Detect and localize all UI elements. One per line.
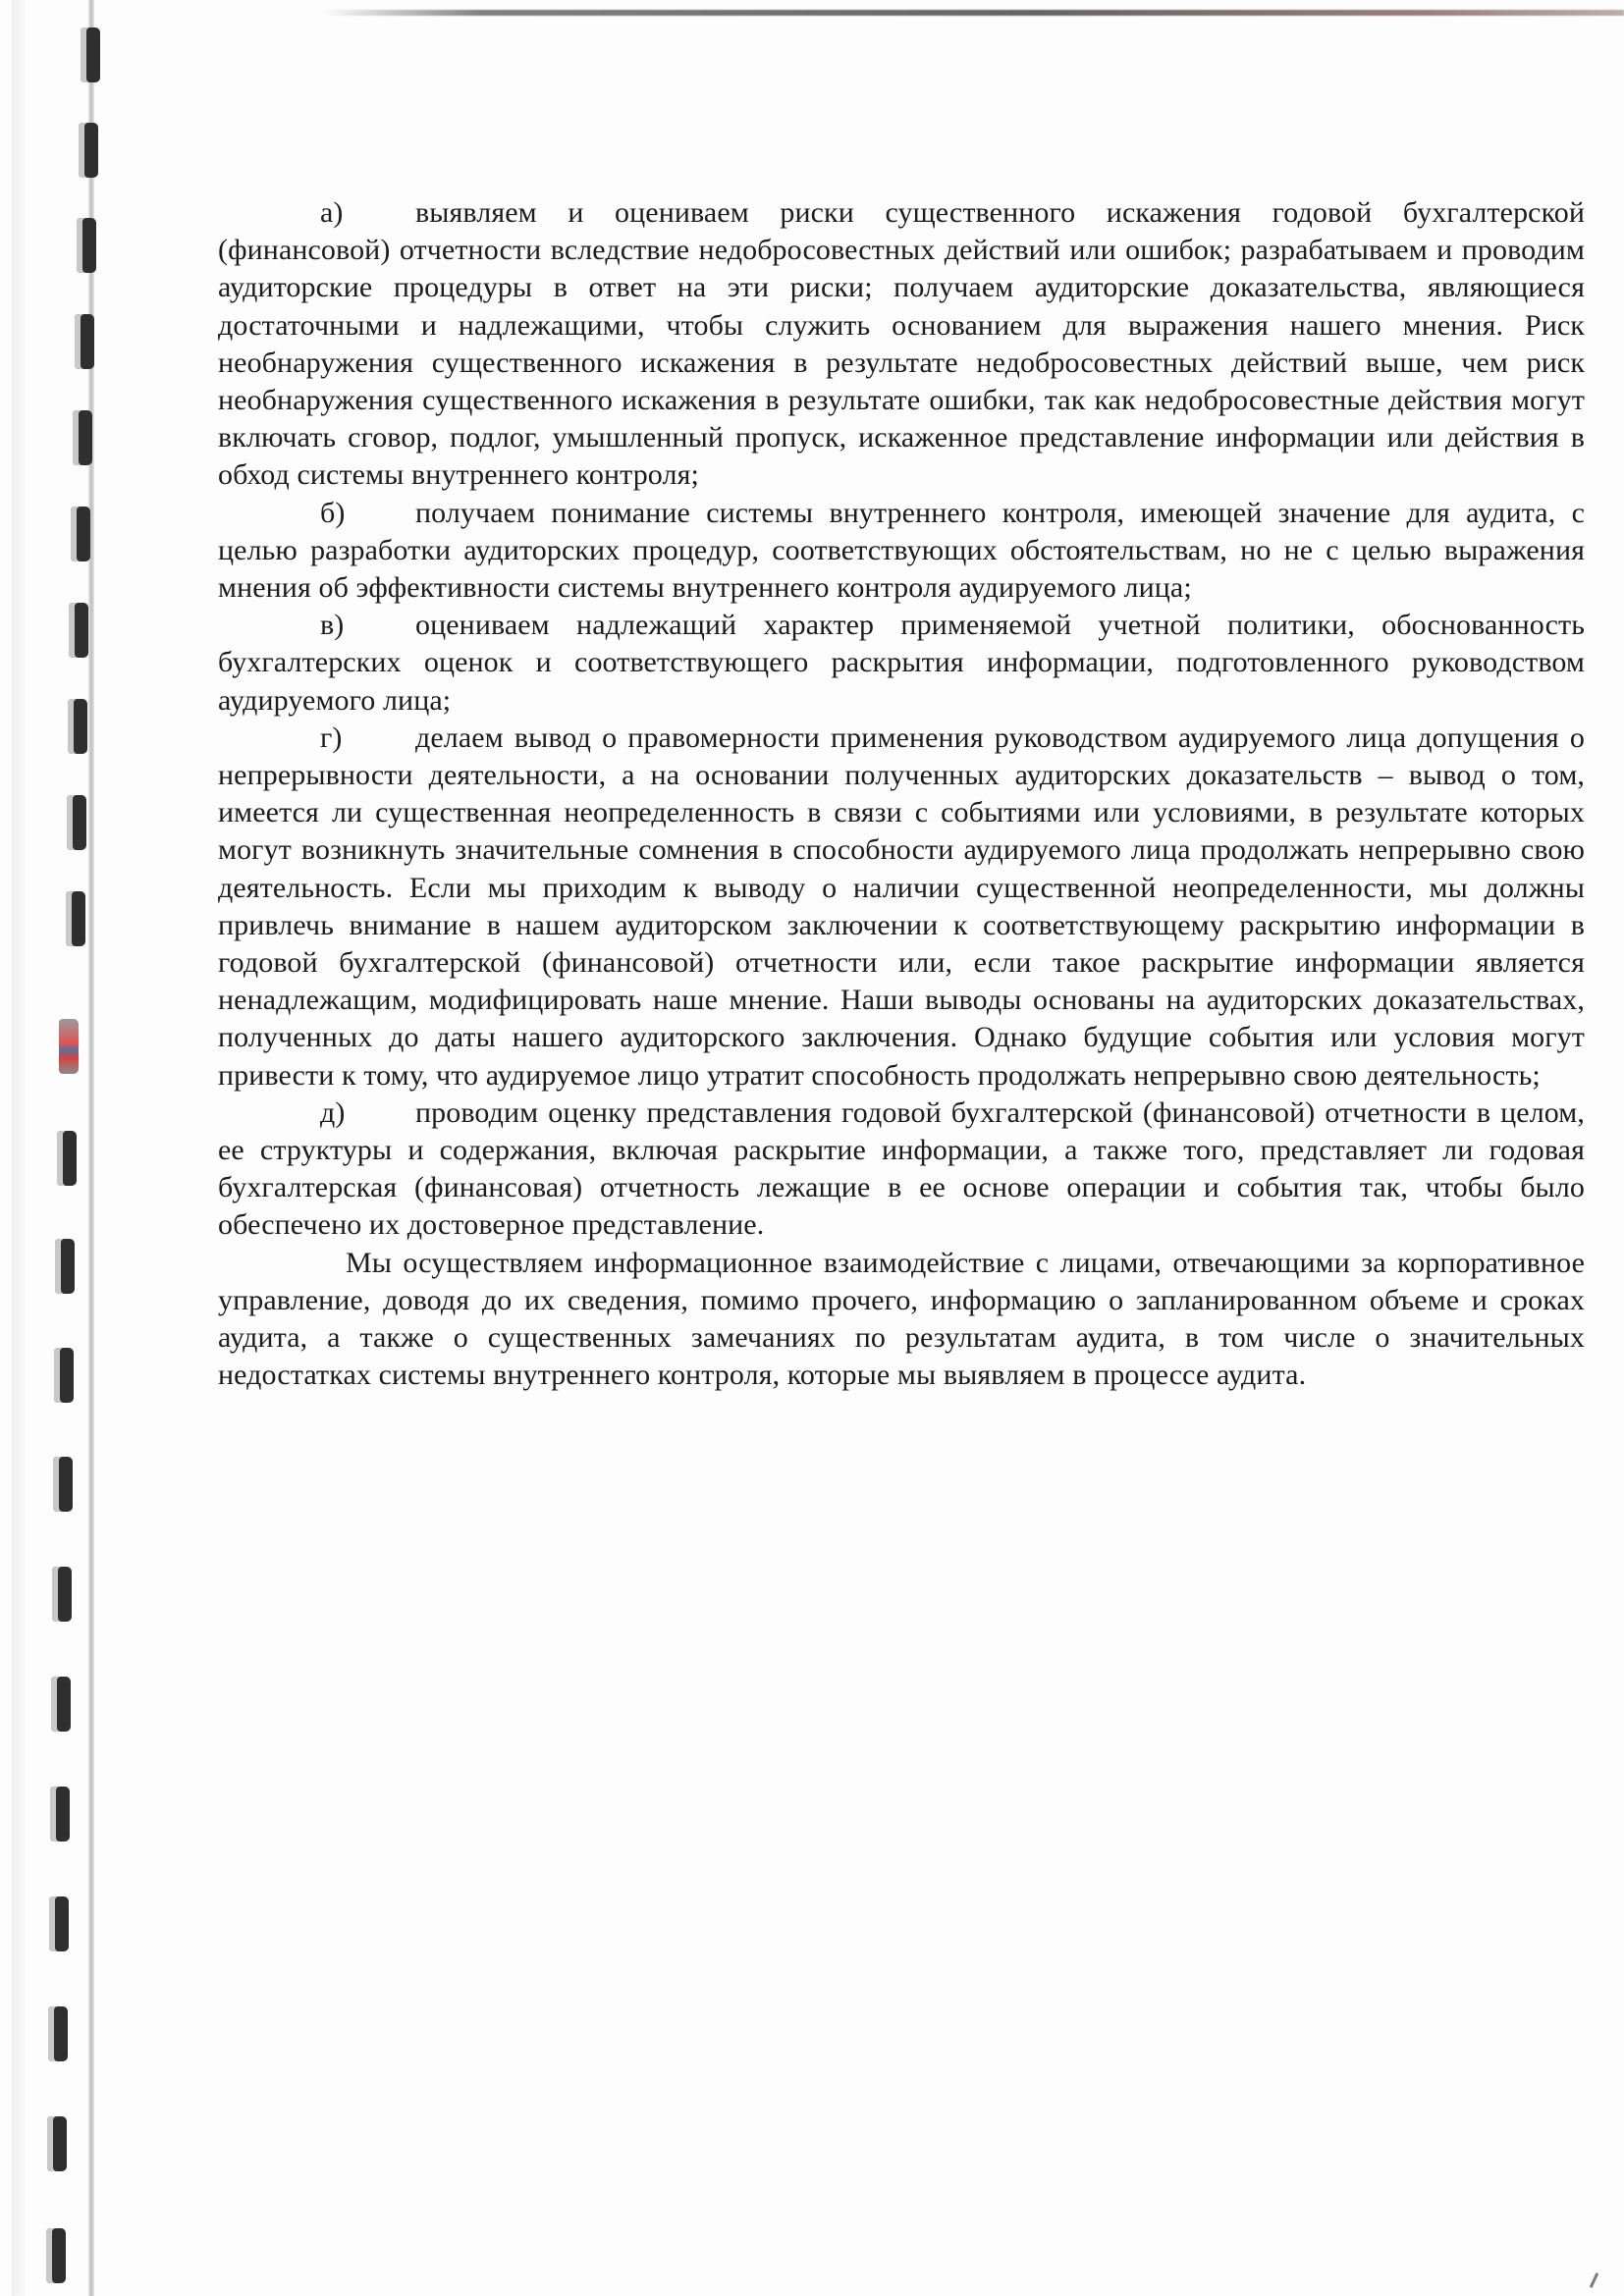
binding-ring — [77, 218, 96, 273]
closing-paragraph: Мы осуществляем информационное взаимодействие с лицами, отвечающими за корпоративное управление, доводя до их сведения, помимо прочего, информацию о запланированном объеме и сроках аудита, а также о существенных замечаниях по результатам аудита, в том числе о значительных недостатках системы внутреннего контроля, которые мы выявляем в процессе аудита. — [218, 1246, 1585, 1392]
binding-ring — [79, 123, 98, 178]
pen-mark — [1590, 2272, 1598, 2288]
list-item-text: делаем вывод о правомерности применения руководством аудируемого лица допущения о непрерывности деятельности, а на основании полученных аудиторских доказательств – вывод о том, имеется ли существенная неопределенность в связи с событиями или условиями, в результате которых могут возникнуть значительные сомнения в способности аудируемого лица продолжать непрерывно свою деятельность. Если мы приходим к выводу о наличии существенной неопределенности, мы должны привлечь внимание в нашем аудиторском заключении к соответствующему раскрытию информации в годовой бухгалтерской (финансовой) отчетности или, если такое раскрытие информации является ненадлежащим, модифицировать наше мнение. Наши выводы основаны на аудиторских доказательствах, полученных до даты нашего аудиторского заключения. Однако будущие события или условия могут привести к тому, что аудируемое лицо утратит способность продолжать непрерывно свою деятельность; — [218, 721, 1585, 1092]
list-item-g — [218, 720, 1585, 1095]
list-item-text: проводим оценку представления годовой бухгалтерской (финансовой) отчетности в целом, ее структуры и содержания, включая раскрытие информации, а также того, представляет ли годовая бухгалтерская (финансовая) отчетность лежащие в ее основе операции и события так, чтобы было обеспечено их достоверное представление. — [218, 1095, 1585, 1242]
binding-ring — [46, 2228, 66, 2283]
binding-ring — [54, 1348, 74, 1403]
binding-ring — [50, 1787, 70, 1842]
binding-ring — [68, 699, 87, 754]
list-item-d — [218, 1095, 1585, 1245]
list-item-a — [218, 194, 1585, 495]
scanned-page-top-edge — [324, 10, 1624, 16]
list-item-text: выявляем и оцениваем риски существенного искажения годовой бухгалтерской (финансовой) отчетности вследствие недобросовестных действий или ошибок; разрабатываем и проводим аудиторские процедуры в ответ на эти риски; получаем аудиторские доказательства, являющиеся достаточными и надлежащими, чтобы служить основанием для выражения нашего мнения. Риск необнаружения существенного искажения в результате недобросовестных действий выше, чем риск необнаружения существенного искажения в результате ошибки, так как недобросовестные действия могут включать сговор, подлог, умышленный пропуск, искаженное представление информации или действия в обход системы внутреннего контроля; — [218, 196, 1585, 492]
binding-ring — [51, 1677, 71, 1732]
list-item-label: д) — [320, 1095, 346, 1129]
binding-ring — [73, 410, 92, 465]
binding-ring — [71, 507, 90, 561]
list-item-text: оцениваем надлежащий характер применяемой учетной политики, обоснованность бухгалтерских оценок и соответствующего раскрытия информации, подготовленного руководством аудируемого лица; — [218, 609, 1585, 717]
binding-ring — [75, 314, 94, 369]
binding-ring — [48, 2006, 68, 2061]
binding-ring — [57, 1131, 77, 1186]
document-body — [218, 194, 1585, 1395]
binding-ring — [52, 1567, 72, 1622]
binding-ring — [67, 795, 86, 850]
list-item-text: получаем понимание системы внутреннего контроля, имеющей значение для аудита, с целью разработки аудиторских процедур, соответствующих обстоятельствам, но не с целью выражения мнения об эффективности системы внутреннего контроля аудируемого лица; — [218, 496, 1585, 605]
binding-shadow — [12, 0, 26, 2296]
binding-ring — [66, 891, 85, 946]
binding-ring-damaged — [59, 1019, 79, 1074]
list-item-label: в) — [320, 609, 345, 642]
list-item-label: б) — [320, 496, 346, 529]
binding-ring — [47, 2116, 67, 2171]
list-item-label: г) — [320, 721, 343, 754]
spiral-binding — [12, 0, 110, 2296]
list-item-b — [218, 495, 1585, 608]
binding-ring — [53, 1457, 73, 1512]
list-item-v — [218, 607, 1585, 720]
binding-ring — [55, 1239, 75, 1294]
binding-ring — [49, 1896, 69, 1951]
binding-ring — [81, 27, 100, 82]
list-item-label: а) — [320, 196, 344, 229]
binding-ring — [69, 603, 88, 658]
